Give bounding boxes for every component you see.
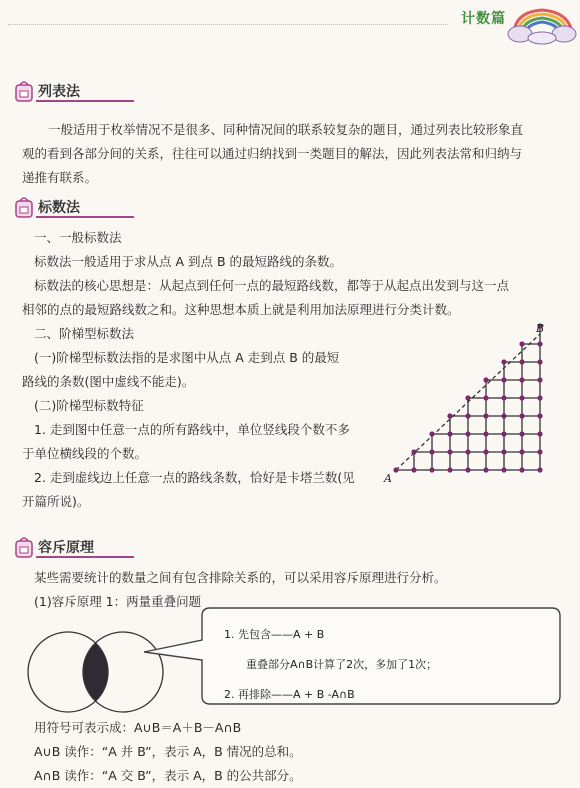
grid-node-dot <box>519 449 524 454</box>
text-line: 标数法的核心思想是：从起点到任何一点的最短路线数，都等于从起点出发到与这一点 <box>34 278 510 293</box>
grid-node-dot <box>483 377 488 382</box>
grid-node-dot <box>465 449 470 454</box>
text-line: 2. 走到虚线边上任意一点的路线条数，恰好是卡塔兰数(见 <box>34 470 355 485</box>
grid-node-dot <box>447 449 452 454</box>
section-title: 容斥原理 <box>38 540 94 556</box>
section-underline <box>36 100 134 102</box>
paragraph-line: 观的看到各部分间的关系，往往可以通过归纳找到一类题目的解法，因此列表法常和归纳与 <box>22 146 523 161</box>
text-line: (一)阶梯型标数法指的是求图中从点 A 走到点 B 的最短 <box>34 350 340 365</box>
grid-node-dot <box>483 431 488 436</box>
text-line: 路线的条数(图中虚线不能走)。 <box>22 374 195 389</box>
section-header-list-method <box>14 80 154 104</box>
point-b-label: B <box>536 322 545 335</box>
grid-node-dot <box>501 413 506 418</box>
text-line: 开篇所说)。 <box>22 494 90 509</box>
grid-node-dot <box>429 449 434 454</box>
section-title: 标数法 <box>38 200 80 216</box>
grid-node-dot <box>537 413 542 418</box>
callout-step-2: 2. 再排除——A + B -A∩B <box>224 688 355 701</box>
grid-node-dot <box>429 431 434 436</box>
grid-node-dot <box>483 449 488 454</box>
grid-node-dot <box>537 467 542 472</box>
grid-node-dot <box>447 467 452 472</box>
header-divider <box>8 24 448 25</box>
intersection-reading-line: A∩B 读作：“A 交 B”，表示 A，B 的公共部分。 <box>34 768 302 783</box>
grid-node-dot <box>519 359 524 364</box>
grid-node-dot <box>519 395 524 400</box>
text-line: 相邻的点的最短路线数之和。这种思想本质上就是利用加法原理进行分类计数。 <box>22 302 460 317</box>
grid-node-dot <box>447 413 452 418</box>
section-underline <box>36 216 134 218</box>
grid-node-dot <box>393 467 398 472</box>
grid-node-dot <box>537 359 542 364</box>
section-title: 列表法 <box>38 84 80 100</box>
section-header-inclusion-exclusion <box>14 536 154 560</box>
point-a-label: A <box>384 472 392 484</box>
grid-node-dot <box>483 395 488 400</box>
grid-node-dot <box>447 431 452 436</box>
callout-step-1: 1. 先包含——A + B <box>224 628 325 641</box>
grid-node-dot <box>411 449 416 454</box>
callout-note: 重叠部分A∩B计算了2次，多加了1次； <box>246 658 438 671</box>
grid-node-dot <box>501 467 506 472</box>
text-line: 二、阶梯型标数法 <box>34 326 135 341</box>
paragraph-line: 一般适用于枚举情况不是很多、同种情况间的联系较复杂的题目，通过列表比较形象直 <box>48 122 524 137</box>
grid-node-dot <box>501 359 506 364</box>
formula-line: 用符号可表示成：A∪B＝A＋B－A∩B <box>34 720 242 735</box>
grid-node-dot <box>519 413 524 418</box>
grid-node-dot <box>519 341 524 346</box>
grid-node-dot <box>465 467 470 472</box>
staircase-grid-diagram <box>380 322 560 484</box>
grid-node-dot <box>501 395 506 400</box>
page-header-title: 计数篇 <box>461 11 506 27</box>
union-reading-line: A∪B 读作：“A 并 B”，表示 A，B 情况的总和。 <box>34 744 302 759</box>
section-underline <box>36 556 134 558</box>
text-line: 某些需要统计的数量之间有包含排除关系的，可以采用容斥原理进行分析。 <box>34 570 447 585</box>
section-header-labeling-method <box>14 196 154 220</box>
grid-node-dot <box>501 431 506 436</box>
grid-node-dot <box>501 449 506 454</box>
backpack-icon <box>14 80 34 102</box>
grid-node-dot <box>465 395 470 400</box>
grid-node-dot <box>537 377 542 382</box>
text-line: 一、一般标数法 <box>34 230 122 245</box>
grid-node-dot <box>537 449 542 454</box>
grid-node-dot <box>519 431 524 436</box>
grid-node-dot <box>519 467 524 472</box>
text-line: 于单位横线段的个数。 <box>22 446 148 461</box>
grid-node-dot <box>483 467 488 472</box>
backpack-icon <box>14 196 34 218</box>
grid-node-dot <box>465 431 470 436</box>
grid-node-dot <box>537 341 542 346</box>
text-line: 1. 走到图中任意一点的所有路线中，单位竖线段个数不多 <box>34 422 350 437</box>
grid-node-dot <box>429 467 434 472</box>
grid-node-dot <box>501 377 506 382</box>
grid-node-dot <box>537 395 542 400</box>
backpack-icon <box>14 536 34 558</box>
grid-node-dot <box>483 413 488 418</box>
grid-node-dot <box>465 413 470 418</box>
text-line: (二)阶梯型标数特征 <box>34 398 144 413</box>
grid-node-dot <box>519 377 524 382</box>
text-line: (1)容斥原理 1：两量重叠问题 <box>34 594 202 609</box>
paragraph-line: 递推有联系。 <box>22 170 98 185</box>
text-line: 标数法一般适用于求从点 A 到点 B 的最短路线的条数。 <box>34 254 343 269</box>
cloud-rainbow-icon <box>506 2 578 46</box>
grid-node-dot <box>411 467 416 472</box>
grid-node-dot <box>537 431 542 436</box>
